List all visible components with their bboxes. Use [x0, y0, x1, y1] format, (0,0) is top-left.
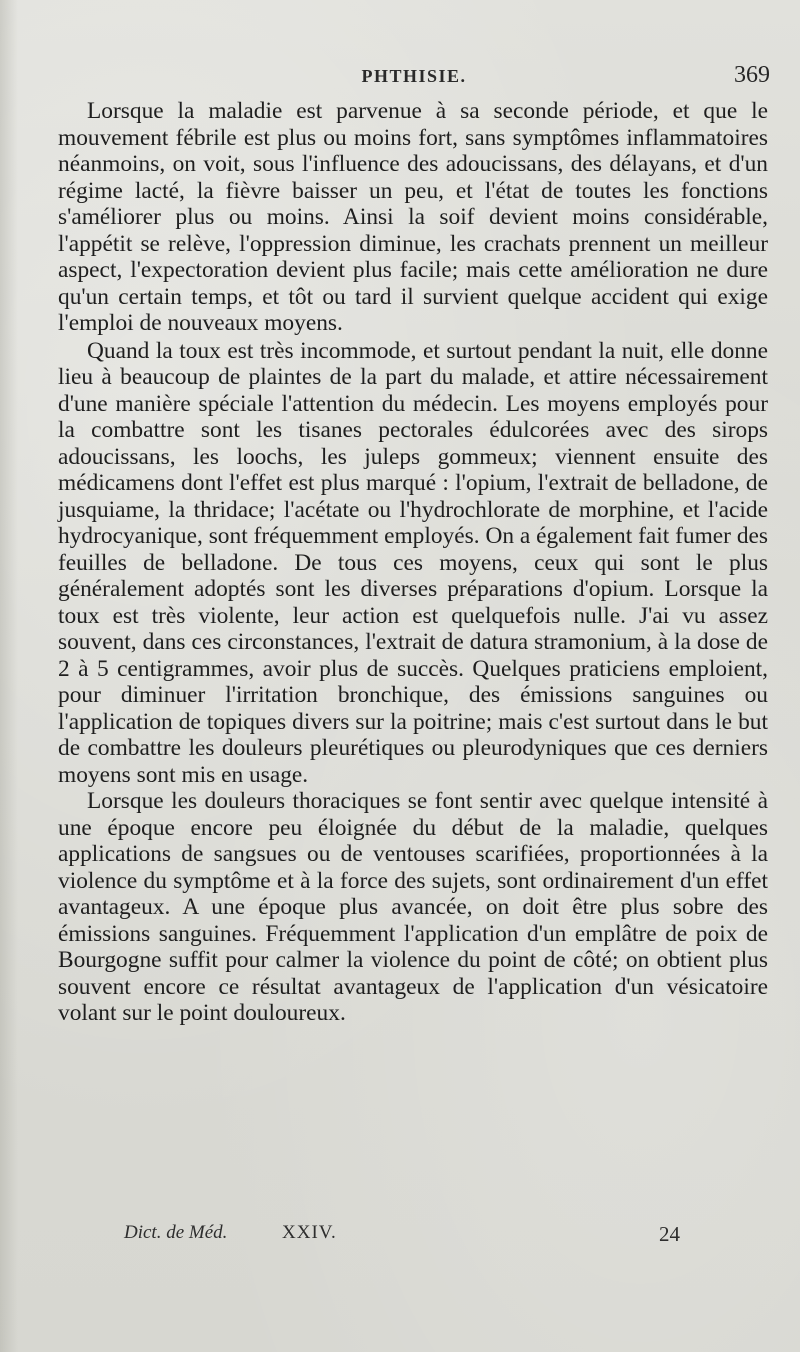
page-body — [58, 98, 768, 1027]
footer-signature: 24 — [659, 1222, 680, 1246]
paragraph-seconde-periode — [58, 98, 768, 337]
page-footer — [124, 1222, 680, 1250]
paragraph-text: Quand la toux est très incommode, et surtout pendant la nuit, elle donne lieu à beaucoup de plaintes de la part du malade, et attire nécessairement d'une manière spéciale l'attention du médecin. Les moyens employés pour la combattre sont les tisanes pectorales édulcorées avec des sirops adoucissans, les loochs, les juleps gommeux; viennent ensuite des médicamens dont l'effet est plus marqué : l'opium, l'extrait de belladone, de jusquiame, la thridace; l'acétate ou l'hydrochlorate de morphine, et l'acide hydrocyanique, sont fréquemment employés. On a également fait fumer des feuilles de belladone. De tous ces moyens, ceux qui sont le plus généralement adoptés sont les diverses préparations d'opium. Lorsque la toux est très violente, leur action est quelquefois nulle. J'ai vu assez souvent, dans ces circonstances, l'extrait de datura stramonium, à la dose de 2 à 5 centigrammes, avoir plus de succès. Quelques praticiens emploient, pour diminuer l'irritation bronchique, des émissions sanguines ou l'application de topiques divers sur la poitrine; mais c'est surtout dans le but de combattre les douleurs pleurétiques ou pleurodyniques que ces derniers moyens sont mis en usage. — [58, 337, 768, 788]
footer-volume: XXIV. — [282, 1222, 337, 1243]
paragraph-douleurs-thoraciques — [58, 788, 768, 1027]
paragraph-toux — [58, 338, 768, 789]
paragraph-text: Lorsque la maladie est parvenue à sa seconde période, et que le mouvement fébrile est plus ou moins fort, sans symptômes inflammatoires néanmoins, on voit, sous l'influence des adoucissans, des délayans, et d'un régime lacté, la fièvre baisser un peu, et l'état de toutes les fonctions s'améliorer plus ou moins. Ainsi la soif devient moins considérable, l'appétit se relève, l'oppression diminue, les crachats prennent un meilleur aspect, l'expectoration devient plus facile; mais cette amélioration ne dure qu'un certain temps, et tôt ou tard il survient quelque accident qui exige l'emploi de nouveaux moyens. — [58, 98, 768, 336]
page-number: 369 — [734, 62, 770, 88]
footer-book-title: Dict. de Méd. — [124, 1222, 228, 1243]
running-head: PHTHISIE. — [361, 66, 467, 86]
page-header — [58, 62, 770, 94]
paragraph-text: Lorsque les douleurs thoraciques se font sentir avec quelque intensité à une époque encore peu éloignée du début de la maladie, quelques applications de sangsues ou de ventouses scarifiées, proportionnées à la violence du symptôme et à la force des sujets, sont ordinairement d'un effet avantageux. A une époque plus avancée, on doit être plus sobre des émissions sanguines. Fréquemment l'application d'un emplâtre de poix de Bourgogne suffit pour calmer la violence du point de côté; on obtient plus souvent encore ce résultat avantageux de l'application d'un vésicatoire volant sur le point douloureux. — [58, 788, 768, 1026]
